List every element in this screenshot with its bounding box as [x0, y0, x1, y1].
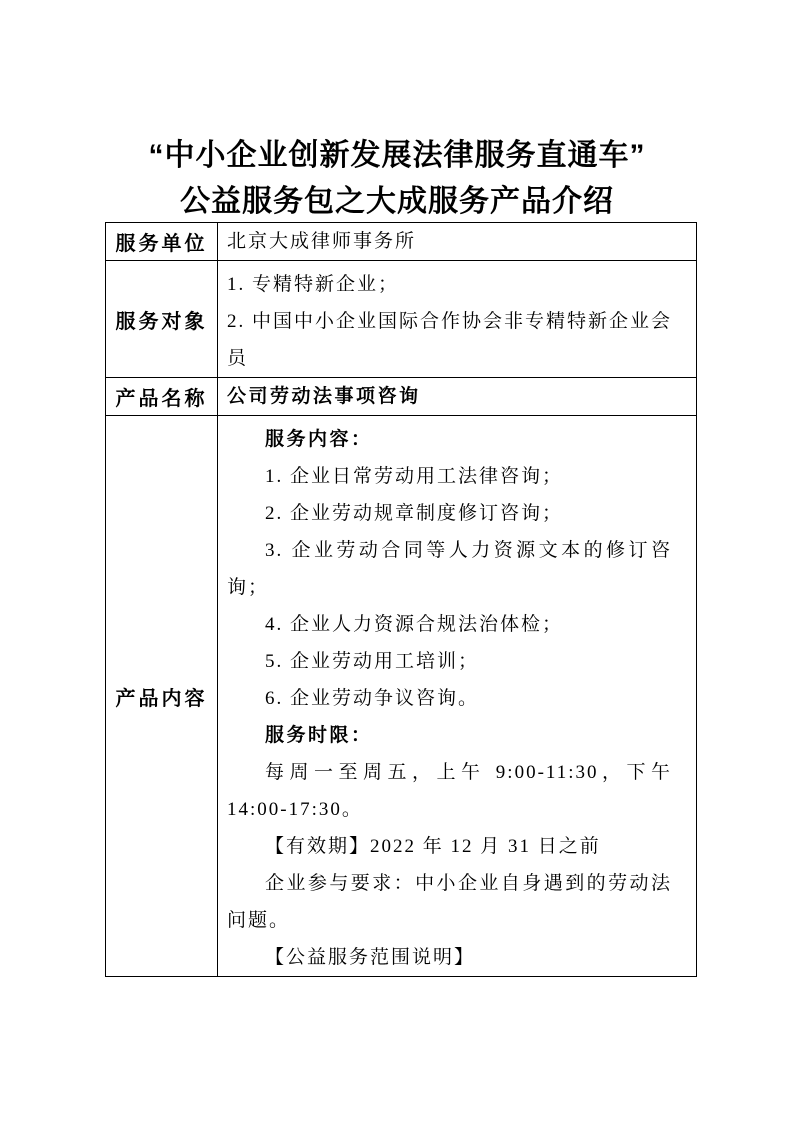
product-content-value — [218, 416, 697, 977]
service-target-label: 服务对象 — [106, 261, 218, 378]
product-name-value: 公司劳动法事项咨询 — [218, 378, 697, 416]
service-unit-value: 北京大成律师事务所 — [218, 223, 697, 261]
service-item: 5. 企业劳动用工培训； — [265, 651, 480, 672]
service-item: 6. 企业劳动争议咨询。 — [265, 688, 480, 709]
table-row-service-unit — [106, 223, 697, 261]
product-name-label: 产品名称 — [106, 378, 218, 416]
service-item: 4. 企业人力资源合规法治体检； — [265, 614, 564, 635]
participation-requirement: 企业参与要求：中小企业自身遇到的劳动法问题。 — [227, 873, 672, 931]
service-target-item: 2. 中国中小企业国际合作协会非专精特新企业会员 — [227, 311, 673, 369]
document-title-line2: 公益服务包之大成服务产品介绍 — [180, 185, 614, 218]
service-hours: 每周一至周五，上午 9:00-11:30，下午 14:00-17:30。 — [227, 762, 672, 820]
table-row-service-target — [106, 261, 697, 378]
service-target-value — [218, 261, 697, 378]
product-info-table — [105, 222, 697, 977]
service-target-item: 1. 专精特新企业； — [227, 274, 400, 295]
service-unit-label: 服务单位 — [106, 223, 218, 261]
document-title — [0, 133, 794, 225]
document-title-line1: “中小企业创新发展法律服务直通车” — [148, 139, 646, 172]
service-item: 2. 企业劳动规章制度修订咨询； — [265, 503, 564, 524]
validity-period: 【有效期】2022 年 12 月 31 日之前 — [265, 836, 601, 857]
service-item: 3. 企业劳动合同等人力资源文本的修订咨询； — [227, 540, 672, 598]
table-row-product-name — [106, 378, 697, 416]
product-content-label: 产品内容 — [106, 416, 218, 977]
scope-note: 【公益服务范围说明】 — [265, 947, 476, 968]
service-content-heading: 服务内容： — [265, 429, 373, 450]
table-row-product-content — [106, 416, 697, 977]
service-item: 1. 企业日常劳动用工法律咨询； — [265, 466, 564, 487]
service-time-heading: 服务时限： — [265, 725, 373, 746]
